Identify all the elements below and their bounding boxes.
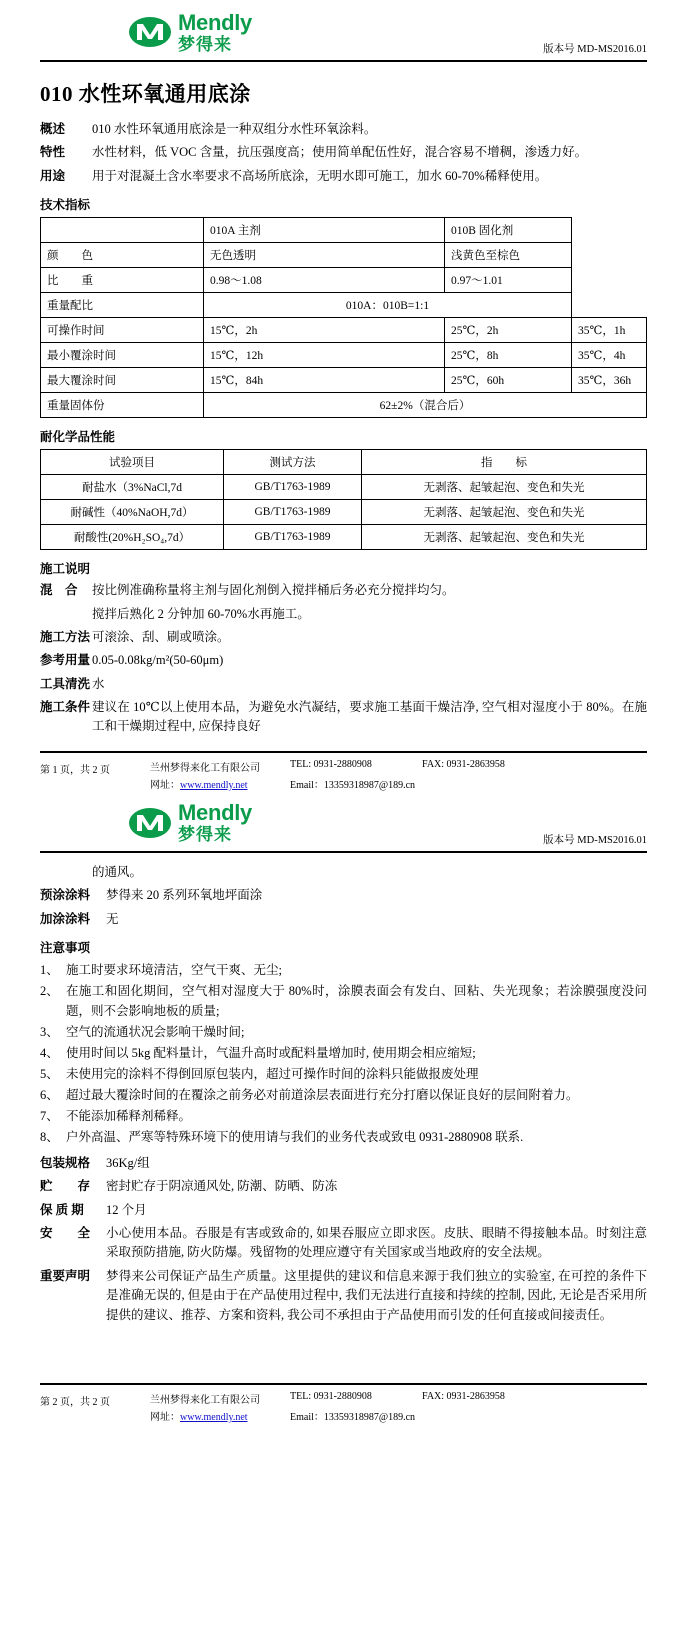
notice-number: 6、 [40, 1087, 59, 1102]
footer-web-link-2[interactable]: www.mendly.net [180, 1411, 248, 1423]
spec-col-a-header: 010A 主剂 [204, 218, 445, 243]
list-item [40, 1043, 647, 1063]
table-row [41, 218, 647, 243]
brand-name-cn: 梦得来 [178, 34, 232, 54]
pre-coat-label: 预涂涂料 [40, 888, 91, 903]
footer-web-link-1[interactable]: www.mendly.net [180, 779, 248, 791]
version-number-2: 版本号 MD-MS2016.01 [543, 834, 647, 846]
brand-name-en: Mendly [178, 9, 252, 35]
chem-cell-index: 无剥落、起皱起泡、变色和失光 [362, 525, 647, 550]
table-row [41, 393, 647, 418]
safety-row [40, 1224, 647, 1263]
shelf-life-row [40, 1201, 647, 1220]
chem-cell-item: 耐盐水（3%NaCl,7d [41, 475, 224, 500]
spec-row-b: 25℃，2h [445, 318, 572, 343]
spec-row-a: 15℃，84h [204, 368, 445, 393]
disclaimer-label: 重要声明 [40, 1268, 91, 1283]
notice-number: 2、 [40, 983, 59, 998]
notice-number: 7、 [40, 1108, 59, 1123]
footer-tel-2: TEL: 0931-2880908 [290, 1390, 372, 1402]
add-coat-label: 加涂涂料 [40, 911, 91, 926]
brand-logo [128, 9, 252, 54]
notice-number: 8、 [40, 1129, 59, 1144]
brand-logo-2 [128, 802, 252, 843]
spec-row-a: 010A：010B=1:1 [204, 293, 572, 318]
spec-row-b: 浅黄色至棕色 [445, 243, 572, 268]
table-row [41, 450, 647, 475]
footer-fax-1: FAX: 0931-2863958 [422, 758, 505, 770]
spec-row-name: 颜 色 [41, 243, 204, 268]
notice-heading: 注意事项 [40, 940, 91, 955]
list-item [40, 1085, 647, 1105]
notice-number: 1、 [40, 962, 59, 977]
spec-row-b: 0.97～1.01 [445, 268, 572, 293]
construction-mix-text: 按比例准确称量将主剂与固化剂倒入搅拌桶后务必充分搅拌均匀。 [92, 583, 455, 598]
spec-empty-corner [41, 218, 204, 243]
chem-cell-method: GB/T1763-1989 [224, 500, 362, 525]
spec-row-b: 25℃，60h [445, 368, 572, 393]
page-title: 010 水性环氧通用底涂 [40, 82, 251, 106]
package-spec-row [40, 1154, 647, 1173]
spec-table-wrap [40, 217, 647, 418]
construction-coverage-text: 0.05-0.08kg/m²(50-60μm) [92, 653, 224, 668]
list-item [40, 1127, 647, 1147]
spec-row-name: 最大覆涂时间 [41, 368, 204, 393]
list-item [40, 1106, 647, 1126]
construction-method-text: 可滚涂、刮、刷或喷涂。 [92, 629, 230, 644]
chem-cell-index: 无剥落、起皱起泡、变色和失光 [362, 500, 647, 525]
spec-table [40, 217, 647, 418]
safety-label: 安 全 [40, 1226, 91, 1240]
notice-text: 不能添加稀释剂稀释。 [66, 1108, 192, 1123]
table-row [41, 318, 647, 343]
brand-name-en: Mendly [178, 800, 252, 826]
footer-email-1: Email：13359318987@189.cn [290, 779, 416, 791]
list-item [40, 1022, 647, 1042]
intro-usage-text: 用于对混凝土含水率要求不高场所底涂，无明水即可施工，加水 60-70%稀释使用。 [92, 168, 548, 183]
page-header [40, 0, 647, 62]
package-spec-label: 包装规格 [40, 1155, 91, 1170]
spec-row-a: 15℃，12h [204, 343, 445, 368]
footer-fax-2: FAX: 0931-2863958 [422, 1390, 505, 1402]
footer-tel-1: TEL: 0931-2880908 [290, 758, 372, 770]
spec-row-name: 重量固体份 [41, 393, 204, 418]
notice-list [40, 960, 647, 1147]
notice-text: 户外高温、严寒等特殊环境下的使用请与我们的业务代表或致电 0931-2880908 联系. [66, 1129, 524, 1144]
page-2-header [40, 791, 647, 853]
spec-row-name: 可操作时间 [41, 318, 204, 343]
intro-usage-label: 用途 [40, 168, 66, 183]
table-row [41, 475, 647, 500]
footer-web-label-2: 网址： [150, 1411, 180, 1423]
spec-heading: 技术指标 [40, 198, 91, 213]
table-row [41, 525, 647, 550]
logo-mark-icon [128, 806, 172, 840]
page-number-1: 第 1 页，共 2 页 [40, 764, 110, 776]
intro-overview [40, 120, 647, 139]
storage-label: 贮 存 [40, 1179, 91, 1194]
spec-row-a: 15℃，2h [204, 318, 445, 343]
notice-text: 超过最大覆涂时间的在覆涂之前务必对前道涂层表面进行充分打磨以保证良好的层间附着力。 [66, 1087, 579, 1102]
construction-method-label: 施工方法 [40, 629, 91, 644]
construction-coverage [40, 651, 647, 670]
chem-header-index: 指 标 [362, 450, 647, 475]
spec-row-a: 62±2%（混合后） [204, 393, 647, 418]
construction-heading: 施工说明 [40, 562, 91, 577]
list-item [40, 960, 647, 980]
list-item [40, 981, 647, 1021]
intro-features-text: 水性材料，低 VOC 含量，抗压强度高；使用简单配伍性好，混合容易不增稠，渗透力好。 [92, 145, 588, 160]
construction-cleaning-label: 工具清洗 [40, 676, 91, 691]
notice-number: 5、 [40, 1066, 59, 1081]
footer-company-2: 兰州梦得来化工有限公司 [150, 1394, 260, 1406]
notice-number: 3、 [40, 1024, 59, 1039]
page-number-2: 第 2 页，共 2 页 [40, 1396, 110, 1408]
table-row [41, 293, 647, 318]
chem-cell-method: GB/T1763-1989 [224, 475, 362, 500]
construction-method [40, 628, 647, 647]
disclaimer-text: 梦得来公司保证产品生产质量。这里提供的建议和信息来源于我们独立的实验室, 在可控的条件下是准确无误的, 但是由于在产品使用过程中, 我们无法进行直接和持续的控制, 因此, 无论是否采用所提供的建议、推荐、方案和资料, 我公司不承担由于产品使用而引发的任何直接或间接责任。 [106, 1268, 647, 1322]
chem-cell-index: 无剥落、起皱起泡、变色和失光 [362, 475, 647, 500]
table-row [41, 368, 647, 393]
chem-cell-item: 耐酸性(20%H₂SO₄,7d） [41, 525, 224, 550]
chem-heading: 耐化学品性能 [40, 430, 116, 445]
storage-row [40, 1177, 647, 1196]
intro-features [40, 143, 647, 162]
pre-coat-text: 梦得来 20 系列环氧地坪面涂 [106, 888, 263, 903]
table-row [41, 243, 647, 268]
intro-overview-text: 010 水性环氧通用底涂是一种双组分水性环氧涂料。 [92, 122, 377, 136]
notice-text: 未使用完的涂料不得倒回原包装内，超过可操作时间的涂料只能做报废处理 [66, 1066, 479, 1081]
table-row [41, 500, 647, 525]
construction-conditions [40, 698, 647, 737]
construction-conditions-label: 施工条件 [40, 700, 91, 714]
safety-text: 小心使用本品。吞服是有害或致命的, 如果吞服应立即求医。皮肤、眼睛不得接触本品。时刻注意采取预防措施, 防火防爆。残留物的处理应遵守有关国家或当地政府的安全法规。 [106, 1226, 647, 1260]
notice-number: 4、 [40, 1045, 59, 1060]
shelf-life-label: 保 质 期 [40, 1202, 84, 1217]
spec-row-c: 35℃，36h [572, 368, 647, 393]
logo-mark-icon [128, 15, 172, 49]
version-number: 版本号 MD-MS2016.01 [543, 44, 647, 55]
spec-row-name: 比 重 [41, 268, 204, 293]
table-row [41, 268, 647, 293]
construction-coverage-label: 参考用量 [40, 653, 91, 668]
intro-features-label: 特性 [40, 145, 66, 160]
pre-coat-row [40, 886, 647, 905]
spec-row-c: 35℃，1h [572, 318, 647, 343]
notice-text: 使用时间以 5kg 配料量计，气温升高时或配料量增加时, 使用期会相应缩短; [66, 1045, 476, 1060]
construction-conditions-text: 建议在 10℃以上使用本品，为避免水汽凝结，要求施工基面干燥洁净, 空气相对湿度小于 80%。在施工和干燥期过程中, 应保持良好 [92, 700, 647, 734]
disclaimer-row [40, 1267, 647, 1325]
continued-text: 的通风。 [92, 864, 143, 879]
chem-cell-method: GB/T1763-1989 [224, 525, 362, 550]
intro-overview-label: 概述 [40, 122, 66, 136]
spec-col-b-header: 010B 固化剂 [445, 218, 572, 243]
chem-header-method: 测试方法 [224, 450, 362, 475]
notice-text: 在施工和固化期间，空气相对湿度大于 80%时，涂膜表面会有发白、回粘、失光现象；若涂膜强度没问题，则不会影响地板的质量; [66, 983, 647, 1018]
footer-company-1: 兰州梦得来化工有限公司 [150, 762, 260, 774]
spec-row-name: 最小覆涂时间 [41, 343, 204, 368]
construction-cleaning-text: 水 [92, 676, 105, 691]
brand-name-cn: 梦得来 [178, 825, 232, 845]
page-1-footer [40, 751, 647, 791]
construction-cleaning [40, 675, 647, 694]
spec-row-b: 25℃，8h [445, 343, 572, 368]
add-coat-text: 无 [106, 911, 119, 926]
chem-header-item: 试验项目 [41, 450, 224, 475]
construction-mix [40, 581, 647, 600]
spec-row-c: 35℃，4h [572, 343, 647, 368]
footer-web-label-1: 网址： [150, 779, 180, 791]
construction-mix-label: 混 合 [40, 583, 78, 598]
notice-text: 施工时要求环境清洁，空气干爽、无尘; [66, 962, 282, 977]
footer-email-2: Email：13359318987@189.cn [290, 1411, 416, 1423]
add-coat-row [40, 910, 647, 929]
spec-row-a: 无色透明 [204, 243, 445, 268]
storage-text: 密封贮存于阴凉通风处, 防潮、防晒、防冻 [106, 1179, 338, 1194]
spec-row-a: 0.98～1.08 [204, 268, 445, 293]
package-spec-text: 36Kg/组 [106, 1155, 150, 1170]
intro-usage [40, 167, 647, 186]
chem-cell-item: 耐碱性（40%NaOH,7d） [41, 500, 224, 525]
shelf-life-text: 12 个月 [106, 1202, 147, 1217]
chem-table [40, 449, 647, 550]
document-page-1 [0, 0, 687, 791]
document-page-2 [0, 791, 687, 1423]
table-row [41, 343, 647, 368]
spec-row-name: 重量配比 [41, 293, 204, 318]
notice-text: 空气的流通状况会影响干燥时间; [66, 1024, 245, 1039]
construction-mix-note: 搅拌后熟化 2 分钟加 60-70%水再施工。 [92, 606, 310, 621]
list-item [40, 1064, 647, 1084]
page-2-footer [40, 1383, 647, 1423]
